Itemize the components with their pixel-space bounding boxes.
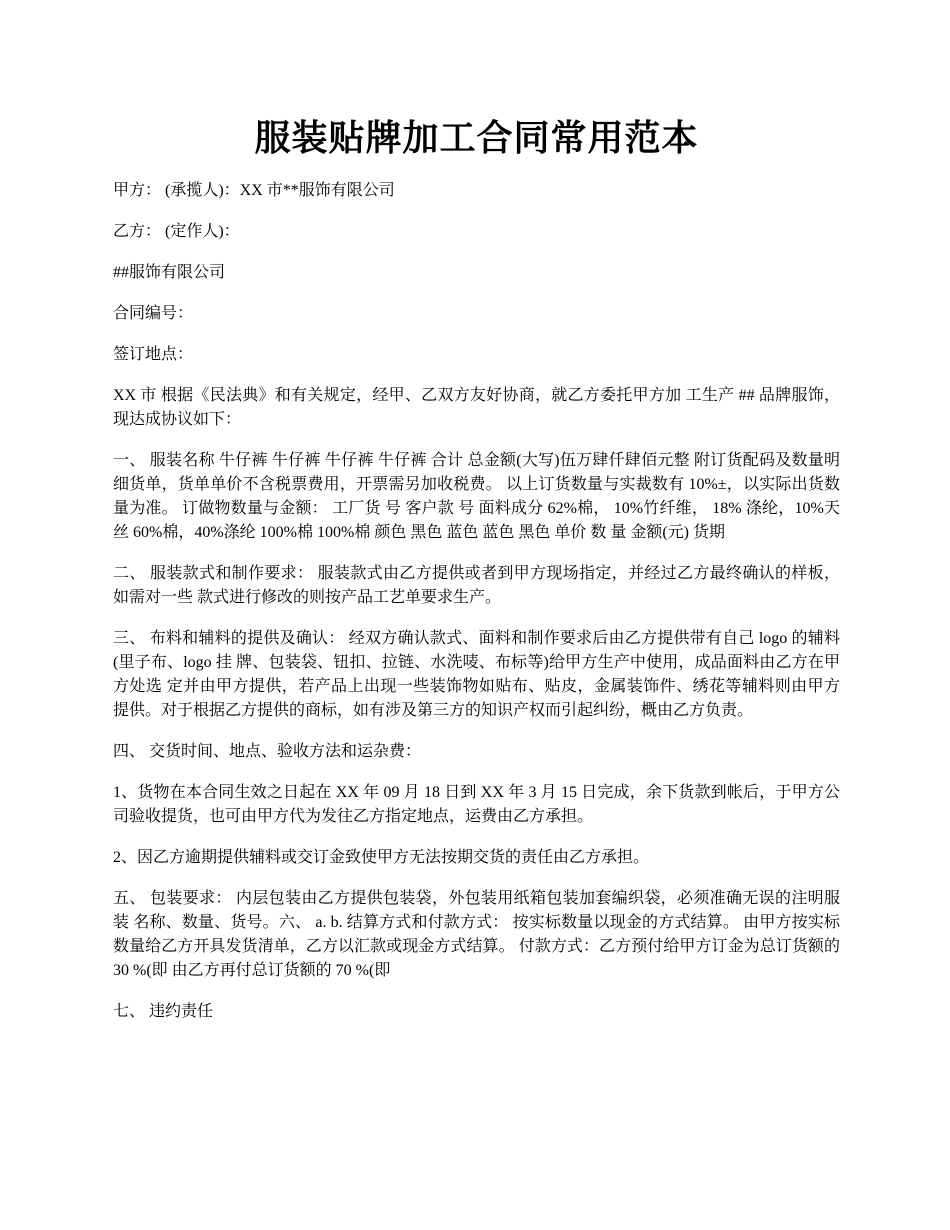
section-5-6-packaging-payment: 五、 包装要求： 内层包装由乙方提供包装袋，外包装用纸箱包装加套编织袋，必须准确无误的注明服装 名称、数量、货号。六、 a. b. 结算方式和付款方式： 按实标数量以现金的方式结算。 由甲方按实标数量给乙方开具发货清单，乙方以汇款或现金方式结算。 付款方式：乙方预付给甲方订金为总订货额的 30 %(即 由乙方再付总订货额的 70 %(即 — [113, 890, 840, 979]
party-b-line: 乙方： (定作人)： — [113, 223, 240, 240]
section-1-garment-info: 一、 服装名称 牛仔裤 牛仔裤 牛仔裤 牛仔裤 合计 总金额(大写)伍万肆仟肆佰元整 附订货配码及数量明细货单，货单单价不含税票费用，开票需另加收税费。 以上订货数量与实裁数有 10%±，以实际出货数量为准。 订做物数量与金额： 工厂货 号 客户款 号 面料成分 62%棉， 10%竹纤维， 18% 涤纶，10%天丝 60%棉，40%涤纶 100%棉 100%棉 颜色 黑色 蓝色 蓝色 黑色 单价 数 量 金额(元) 货期 — [113, 452, 840, 541]
party-a-line: 甲方： (承揽人)：XX 市**服饰有限公司 — [113, 182, 395, 199]
section-4-item-1: 1、货物在本合同生效之日起在 XX 年 09 月 18 日到 XX 年 3 月 15 日完成，余下货款到帐后，于甲方公司验收提货，也可由甲方代为发往乙方指定地点，运费由乙方承担。 — [113, 784, 840, 825]
section-3-materials: 三、 布料和辅料的提供及确认： 经双方确认款式、面料和制作要求后由乙方提供带有自己 logo 的辅料(里子布、logo 挂 牌、包装袋、钮扣、拉链、水洗唛、布标等)给甲方生产中使用，成品面料由乙方在甲方处选 定并由甲方提供，若产品上出现一些装饰物如贴布、贴皮，金属装饰件、绣花等辅料则由甲方 提供。对于根据乙方提供的商标，如有涉及第三方的知识产权而引起纠纷，概由乙方负责。 — [113, 630, 840, 719]
preamble-paragraph: XX 市 根据《民法典》和有关规定，经甲、乙双方友好协商，就乙方委托甲方加 工生产 ## 品牌服饰，现达成协议如下： — [113, 387, 840, 428]
document-title: 服装贴牌加工合同常用范本 — [254, 118, 699, 158]
section-4-heading: 四、 交货时间、地点、验收方法和运杂费： — [113, 743, 422, 760]
party-b-company: ##服饰有限公司 — [113, 264, 226, 281]
section-2-style-requirements: 二、 服装款式和制作要求： 服装款式由乙方提供或者到甲方现场指定，并经过乙方最终确认的样板，如需对一些 款式进行修改的则按产品工艺单要求生产。 — [113, 565, 840, 606]
section-4-item-2: 2、因乙方逾期提供辅料或交订金致使甲方无法按期交货的责任由乙方承担。 — [113, 849, 650, 866]
contract-number: 合同编号： — [113, 305, 194, 322]
document-page — [113, 0, 840, 1024]
signing-location: 签订地点： — [113, 346, 194, 363]
section-7-heading: 七、 违约责任 — [113, 1003, 214, 1020]
